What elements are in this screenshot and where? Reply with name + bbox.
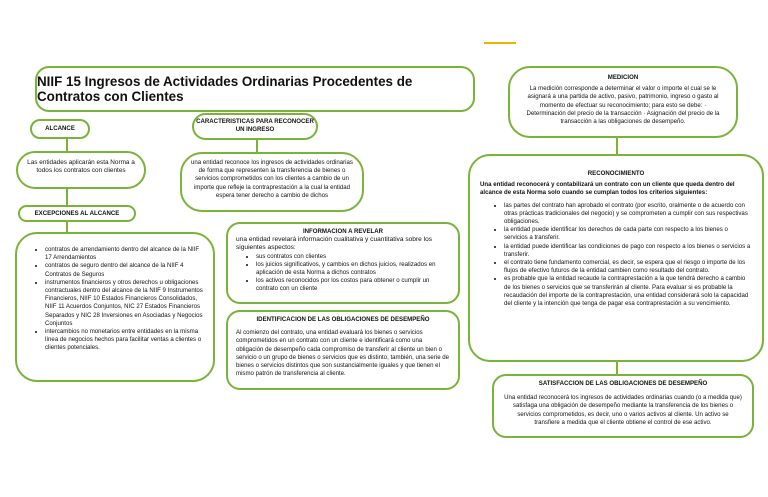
caracteristicas-box	[180, 152, 364, 212]
reconocimiento-box	[468, 154, 764, 362]
excepciones-list	[31, 246, 205, 353]
alcance-text-box	[16, 151, 146, 189]
reconocimiento-item: • la entidad puede identificar los derechos de cada parte con respecto a los bienes o servicios a transferir.	[504, 226, 752, 242]
reconocimiento-label: RECONOCIMIENTO	[587, 170, 645, 177]
reconocimiento-item: • la entidad puede identificar las condiciones de pago con respecto a los bienes o servicios a transferir.	[504, 243, 752, 259]
informacion-item: • sus contratos con clientes	[256, 253, 450, 261]
title-box	[35, 66, 475, 112]
excepcion-item: • contratos de arrendamiento dentro del alcance de la NIIF 17 Arrendamientos	[45, 246, 205, 262]
excepciones-label: EXCEPCIONES AL ALCANCE	[34, 210, 120, 217]
medicion-box	[508, 66, 738, 138]
reconocimiento-item: • es probable que la entidad recaude la contraprestación a la que tendrá derecho a cambio de los bienes o servicios que se transferirán al cliente. Para evaluar si es probable la recaudación del importe de la contraprestación, una entidad considerará solo la capacidad del cliente y la intención que tenga de pagar esa contraprestación a su vencimiento.	[504, 275, 752, 308]
satisfaccion-box	[492, 374, 754, 438]
accent-line	[484, 42, 516, 44]
excepciones-label-box	[18, 205, 136, 222]
satisfaccion-text: Una entidad reconocerá los ingresos de actividades ordinarias cuando (o a medida que) satisfaga una obligación de desempeño mediante la transferencia de los bienes o servicios comprometidos, es decir, uno o varios activos al cliente. Un activo se transfiere a medida que el cliente obtiene el control de ese activo.	[504, 394, 742, 426]
medicion-text: La medición corresponde a determinar el valor o importe el cual se le asignará a una partida de activo, pasivo, patrimonio, ingreso o gasto al momento de efectuar su reconocimiento; para esto se debe: · Determinación del precio de la transacción · Asignación del precio de la transacción a las obligaciones de desempeño.	[526, 85, 720, 126]
satisfaccion-label: SATISFACCION DE LAS OBLIGACIONES DE DESEMPEÑO	[538, 380, 708, 387]
reconocimiento-item: • el contrato tiene fundamento comercial, es decir, se espera que el riesgo o importe de los flujos de efectivo futuros de la entidad cambien como resultado del contrato.	[504, 259, 752, 275]
informacion-intro: una entidad revelará información cualitativa y cuantitativa sobre los siguientes aspectos:	[236, 236, 433, 252]
medicion-label: MEDICION	[607, 74, 639, 81]
alcance-text: Las entidades aplicarán esta Norma a todos los contratos con clientes	[27, 159, 135, 175]
identificacion-box	[226, 310, 460, 390]
informacion-label: INFORMACION A REVELAR	[302, 228, 384, 235]
excepcion-item: • instrumentos financieros y otros derechos u obligaciones contractuales dentro del alcance de la NIIF 9 Instrumentos Financieros, NIIF 10 Estados Financieros Consolidados, NIIF 11 Acuerdos Conjuntos, NIC 27 Estados Financieros Separados y NIC 28 Inversiones en Asociadas y Negocios Conjuntos	[45, 279, 205, 328]
informacion-item: • los activos reconocidos por los costos para obtener o cumplir un contrato con un cliente	[256, 277, 450, 293]
excepciones-box	[15, 232, 215, 382]
reconocimiento-list	[480, 202, 752, 309]
caracteristicas-label-box	[192, 113, 318, 140]
alcance-label-box	[30, 119, 90, 139]
identificacion-text: Al comienzo del contrato, una entidad evaluará los bienes o servicios comprometidos en un contrato con un cliente e identificará como una obligación de desempeño cada compromiso de transferir al cliente un bien o servicio o un grupo de bienes o servicios que es distinto, también, una serie de bienes o servicios distintos que son sustancialmente iguales y que tienen el mismo patrón de transferencia al cliente.	[236, 329, 450, 378]
page-title: NIIF 15 Ingresos de Actividades Ordinarias Procedentes de Contratos con Clientes	[37, 74, 413, 104]
excepcion-item: • intercambios no monetarios entre entidades en la misma línea de negocios hechos para facilitar ventas a clientes o clientes potenciales.	[45, 328, 205, 353]
alcance-label: ALCANCE	[45, 125, 75, 132]
reconocimiento-item: • las partes del contrato han aprobado el contrato (por escrito, oralmente o de acuerdo con otras prácticas tradicionales del negocio) y se comprometen a cumplir con sus respectivas obligaciones.	[504, 202, 752, 227]
connector	[616, 136, 618, 154]
connector	[66, 188, 68, 206]
informacion-list	[236, 253, 450, 294]
identificacion-label: IDENTIFICACION DE LAS OBLIGACIONES DE DESEMPEÑO	[256, 316, 430, 323]
caracteristicas-text: una entidad reconoce los ingresos de actividades ordinarias de forma que representen la transferencia de bienes o servicios comprometidos con los clientes a cambio de un importe que refleje la contraprestación a la cual la entidad espera tener derecho a cambio de dichos	[191, 159, 353, 199]
reconocimiento-intro: Una entidad reconocerá y contabilizará un contrato con un cliente que queda dentro del alcance de esta Norma solo cuando se cumplan todos los criterios siguientes:	[480, 181, 735, 197]
informacion-item: • los juicios significativos, y cambios en dichos juicios, realizados en aplicación de esta Norma a dichos contratos	[256, 261, 450, 277]
caracteristicas-label: CARACTERISTICAS PARA RECONOCER UN INGRESO	[196, 118, 314, 134]
excepcion-item: • contratos de seguro dentro del alcance de la NIIF 4 Contratos de Seguros	[45, 262, 205, 278]
informacion-box	[226, 222, 460, 304]
